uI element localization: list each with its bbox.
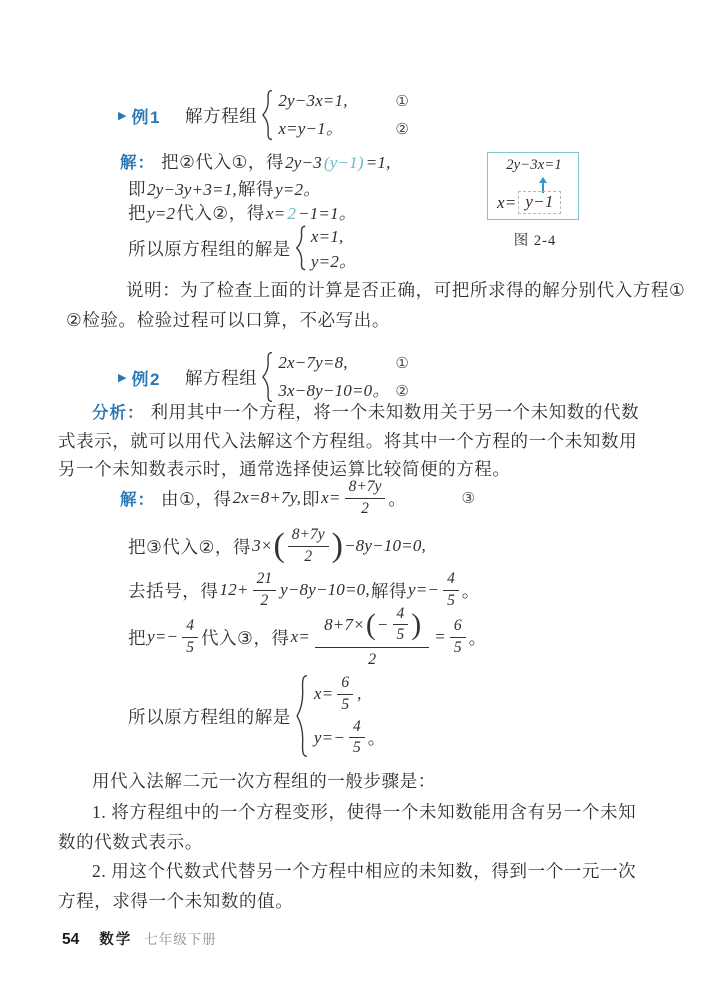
fraction: $\frac{4}{5}$ xyxy=(443,570,459,610)
left-paren: ( xyxy=(365,608,376,642)
fraction: $\frac{4}{5}$ xyxy=(349,718,365,758)
example2-header xyxy=(118,350,409,404)
analysis-line-1: 分析： 利用其中一个方程，将一个未知数用关于另一个未知数的代数 xyxy=(92,402,640,422)
figure-2-4-box xyxy=(487,152,579,220)
equation-number-3: ③ xyxy=(461,489,475,507)
example2-lead: 解方程组 xyxy=(184,367,258,388)
equation-2: 3x−8y−10=0。 xyxy=(278,381,390,400)
example2-solution-line-2: 把③代入②，得 3× ( $\frac{8+7y}{2}$ ) −8y−10=0, xyxy=(128,525,426,565)
highlighted-substitution: (y−1) xyxy=(323,153,364,172)
example-marker-icon: ▶ xyxy=(118,370,127,384)
step2-line-2: 方程，求得一个未知数的值。 xyxy=(58,891,294,911)
steps-intro: 用代入法解二元一次方程组的一般步骤是： xyxy=(92,771,436,791)
equation-number-1: ① xyxy=(395,92,409,110)
curly-brace xyxy=(261,351,274,403)
figure-caption: 图 2-4 xyxy=(513,233,557,249)
page-number: 54 xyxy=(62,931,80,948)
fraction: $\frac{8+7y}{2}$ xyxy=(288,526,329,566)
example2-solution-line-1: 解： 由①，得 2x=8+7y, 即 x= $\frac{8+7y}{2}$ 。 ③ xyxy=(120,477,475,517)
volume-title: 七年级下册 xyxy=(144,932,217,947)
analysis-line-3: 另一个未知数表示时，通常选择使运算比较简便的方程。 xyxy=(58,459,511,479)
fraction: $\frac{6}{5}$ xyxy=(337,674,353,714)
highlighted-value: 2 xyxy=(287,204,297,223)
step2-line-1: 2. 用这个代数式代替另一个方程中相应的未知数，得到一个一元一次 xyxy=(92,861,637,881)
analysis-line-2: 式表示，就可以用代入法解这个方程组。将其中一个方程的一个未知数用 xyxy=(58,431,638,451)
example-marker-icon: ▶ xyxy=(118,108,127,122)
analysis-label: 分析： xyxy=(92,404,145,422)
example2-system xyxy=(261,351,408,403)
step1-line-2: 数的代数式表示。 xyxy=(58,832,203,852)
fraction: $\frac{8+7y}{2}$ xyxy=(345,478,386,518)
solution-label: 解： xyxy=(120,154,155,172)
equation-1: 2x−7y=8, xyxy=(278,353,348,372)
example1-solution-line-2: 即2y−3y+3=1,解得y=2。 xyxy=(128,179,321,199)
example1-system xyxy=(261,89,408,141)
right-paren: ) xyxy=(411,608,422,642)
page-footer xyxy=(62,928,217,949)
subject-title: 数学 xyxy=(99,932,133,948)
fraction: $\frac{4}{5}$ xyxy=(393,605,409,645)
left-paren: ( xyxy=(273,526,285,564)
equation-1: 2y−3x=1, xyxy=(278,91,348,110)
right-paren: ) xyxy=(331,526,343,564)
equation-number-2: ② xyxy=(395,120,409,138)
equation-2: x=y−1。 xyxy=(278,119,344,138)
equation-number-1: ① xyxy=(395,354,409,372)
figure-top-equation: 2y−3x=1 xyxy=(506,157,562,173)
curly-brace xyxy=(295,674,309,758)
example2-solution-line-4: 把 y=− $\frac{4}{5}$ 代入③，得 x= 8+7× ( − $\frac{4}{5}$ ) 2 = $\frac{6}{5}$ 。 xyxy=(128,604,487,668)
equation-number-2: ② xyxy=(395,382,409,400)
example1-solution-line-3: 把y=2代入②，得x= 2 −1=1。 xyxy=(128,203,357,223)
figure-boxed-expression: y−1 xyxy=(518,191,560,214)
fraction: $\frac{21}{2}$ xyxy=(253,570,277,610)
example1-lead: 解方程组 xyxy=(184,105,258,126)
big-fraction: 8+7× ( − $\frac{4}{5}$ ) 2 xyxy=(315,605,429,669)
example1-label: 例1 xyxy=(131,107,161,127)
example1-header xyxy=(118,88,409,142)
fraction: $\frac{4}{5}$ xyxy=(182,617,198,657)
note-line-1: 说明：为了检查上面的计算是否正确，可把所求得的解分别代入方程① xyxy=(126,280,686,300)
step1-line-1: 1. 将方程组中的一个方程变形，使得一个未知数能用含有另一个未知 xyxy=(92,802,637,822)
fraction: $\frac{6}{5}$ xyxy=(450,617,466,657)
example2-label: 例2 xyxy=(131,369,161,389)
figure-left-expression: x= xyxy=(497,192,517,212)
curly-brace xyxy=(295,225,307,271)
example1-solution-line-1: 解： 把②代入①，得2y−3 (y−1) =1, xyxy=(120,152,391,172)
example2-solution-system: 所以原方程组的解是 x= $\frac{6}{5}$ , y=− $\frac{4}{5}$ 。 xyxy=(128,674,386,757)
note-line-2: ②检验。检验过程可以口算，不必写出。 xyxy=(66,310,390,330)
solution-label: 解： xyxy=(120,491,155,509)
example1-solution-system: 所以原方程组的解是 x=1, y=2。 xyxy=(128,227,357,271)
example2-solution-line-3: 去括号，得 12+ $\frac{21}{2}$ y−8y−10=0, 解得 y=− $\frac{4}{5}$ 。 xyxy=(128,569,480,609)
curly-brace xyxy=(261,89,274,141)
